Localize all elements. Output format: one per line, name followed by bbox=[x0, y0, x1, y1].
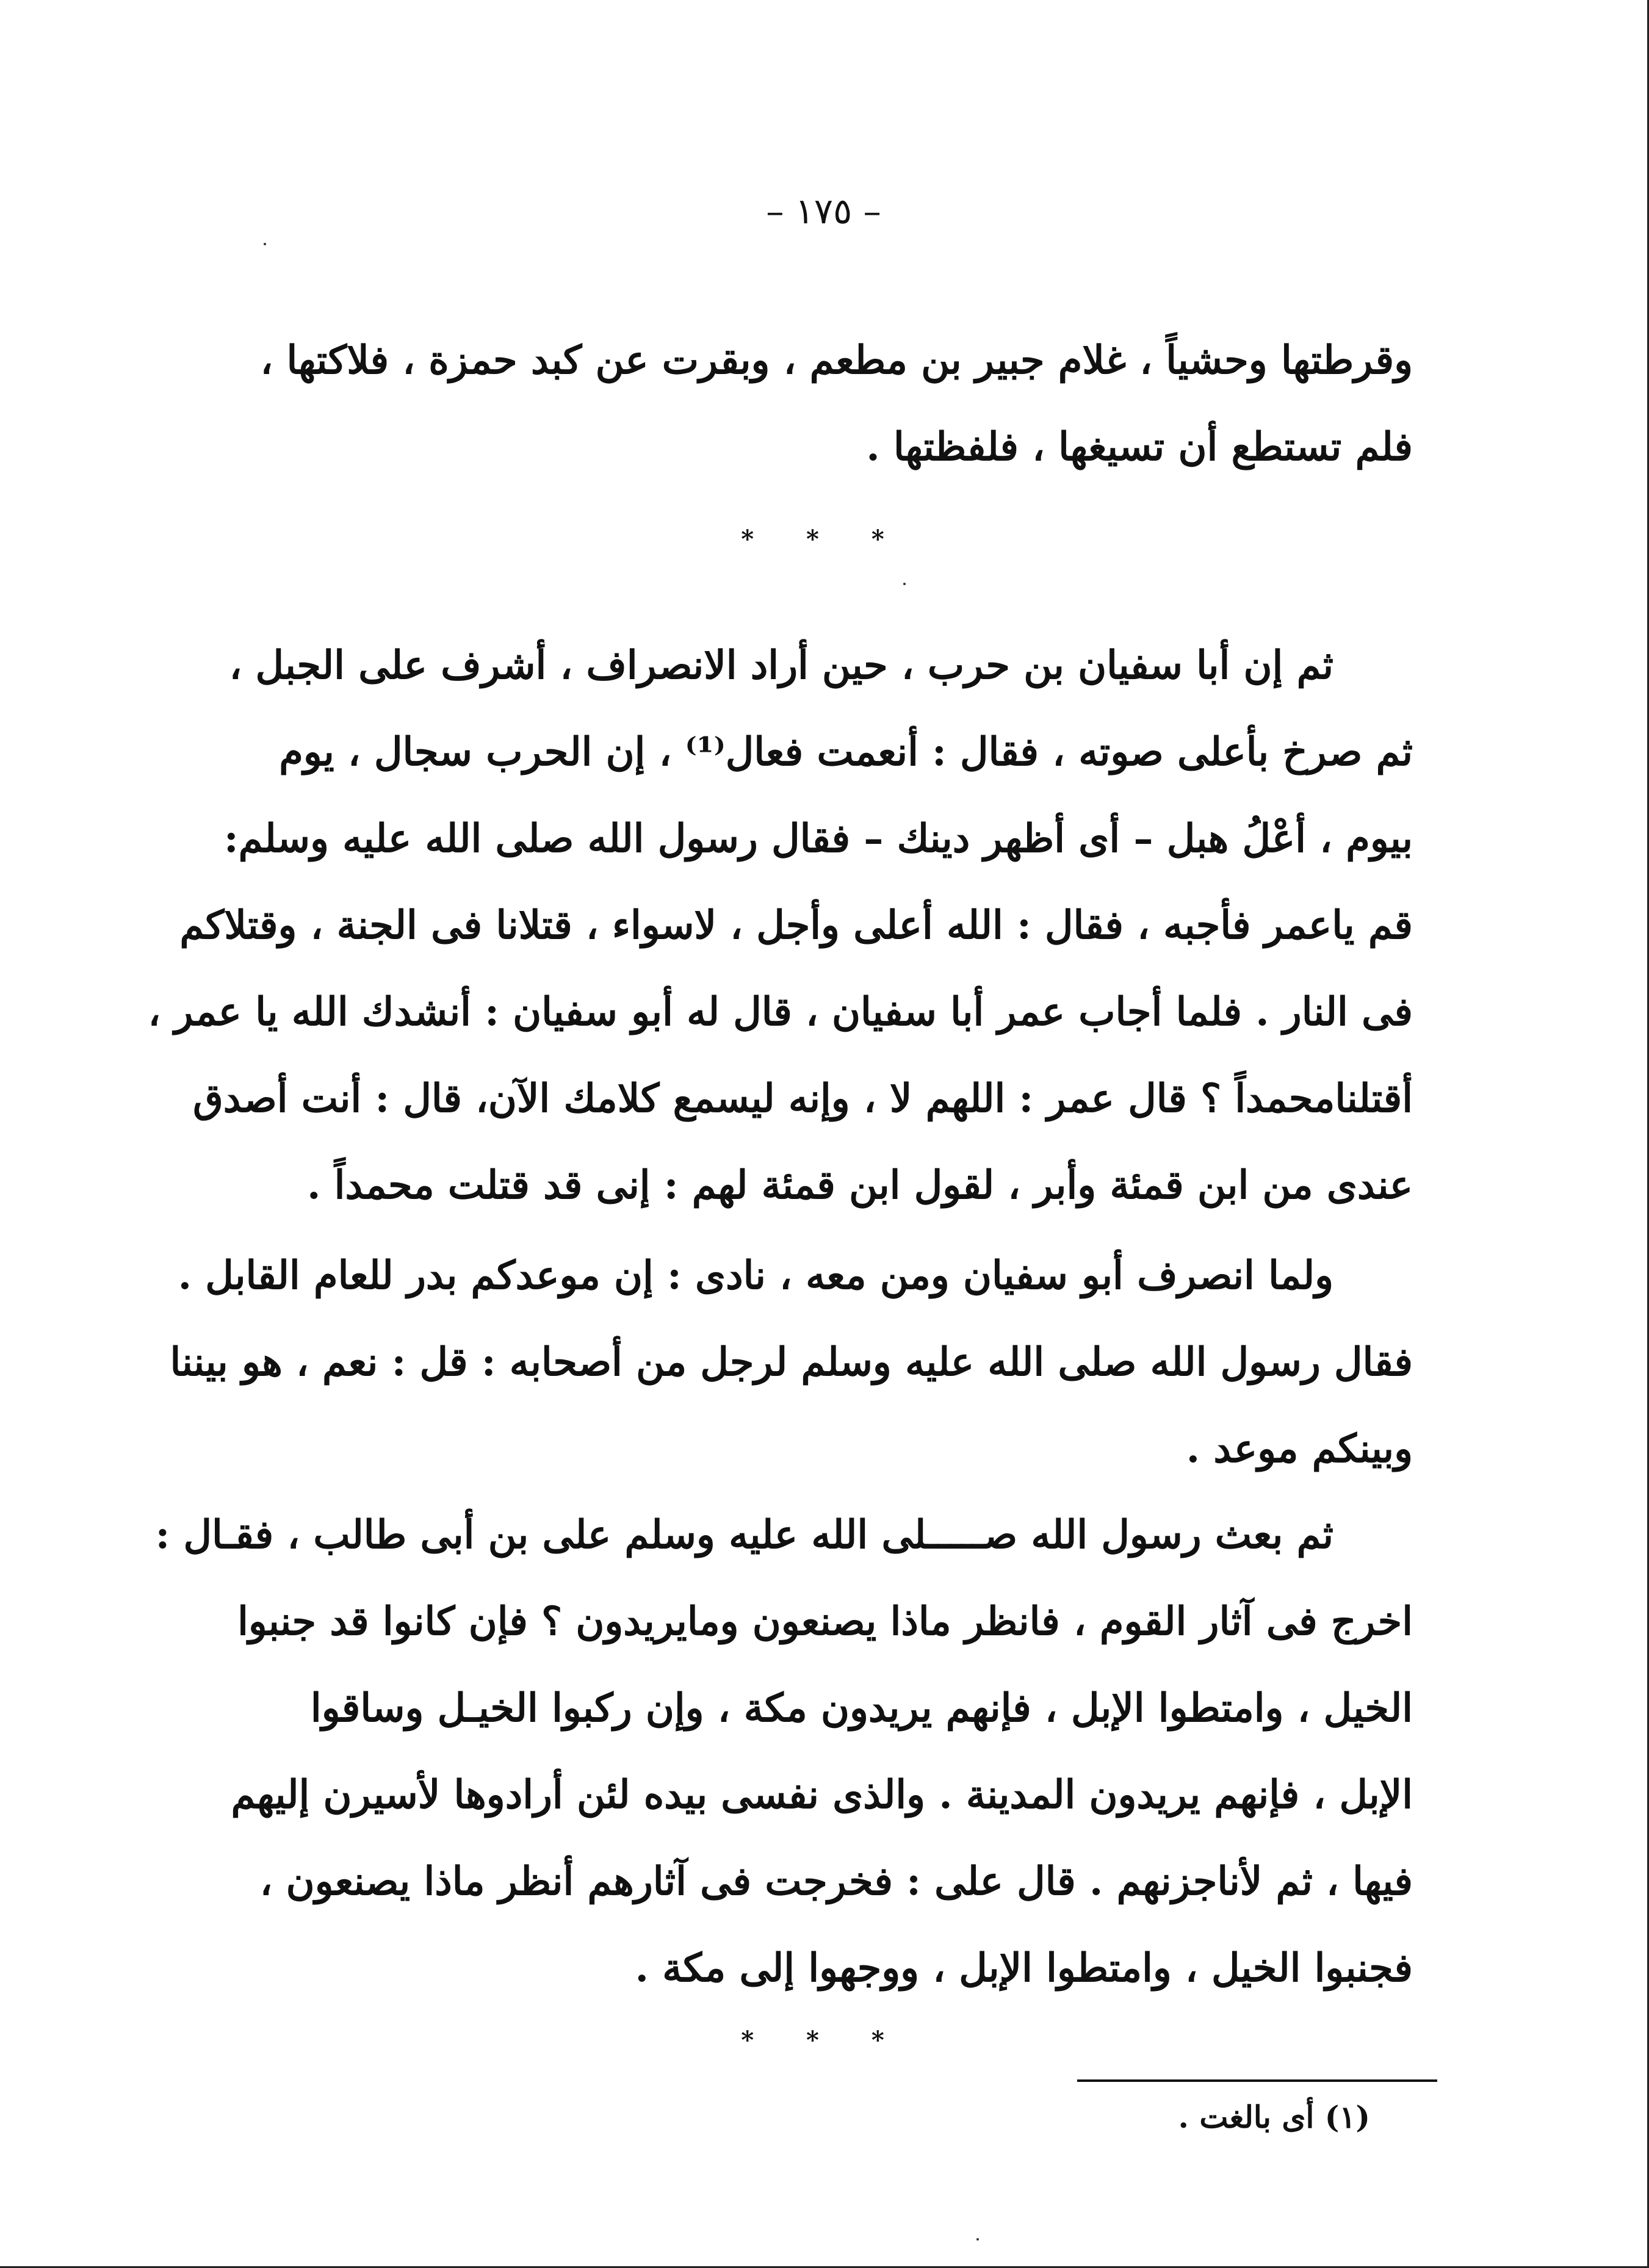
paragraph-line: فى النار . فلما أجاب عمر أبا سفيان ، قال له أبو سفيان : أنشدك الله يا عمر ، bbox=[148, 989, 1413, 1035]
scan-speck bbox=[264, 243, 266, 245]
paragraph-line: بيوم ، أعْلُ هبل – أى أظهر دينك – فقال رسول الله صلى الله عليه وسلم: bbox=[223, 816, 1413, 862]
section-separator: * * * bbox=[741, 2026, 906, 2054]
paragraph-line: الإبل ، فإنهم يريدون المدينة . والذى نفسى بيده لئن أرادوها لأسيرن إليهم bbox=[231, 1772, 1413, 1818]
paragraph-line: وقرطتها وحشياً ، غلام جبير بن مطعم ، وبقرت عن كبد حمزة ، فلاكتها ، bbox=[260, 337, 1413, 383]
paragraph-line: ثم صرخ بأعلى صوته ، فقال : أنعمت فعال⁽¹⁾ ، إن الحرب سجال ، يوم bbox=[279, 729, 1413, 775]
paragraph-4 bbox=[155, 1492, 1413, 2012]
paragraph-line: فقال رسول الله صلى الله عليه وسلم لرجل من أصحابه : قل : نعم ، هو بيننا bbox=[170, 1339, 1413, 1385]
paragraph-line: فلم تستطع أن تسيغها ، فلفظتها . bbox=[866, 424, 1413, 470]
paragraph-3 bbox=[170, 1233, 1413, 1492]
paragraph-line: الخيل ، وامتطوا الإبل ، فإنهم يريدون مكة ، وإن ركبوا الخيـل وساقوا bbox=[310, 1685, 1413, 1731]
scan-speck bbox=[903, 583, 906, 585]
paragraph-line: ولما انصرف أبو سفيان ومن معه ، نادى : إن موعدكم بدر للعام القابل . bbox=[178, 1253, 1333, 1298]
paragraph-1 bbox=[260, 317, 1413, 491]
footnote: (١) أى بالغت . bbox=[1178, 2099, 1370, 2135]
paragraph-line: ثم إن أبا سفيان بن حرب ، حين أراد الانصراف ، أشرف على الجبل ، bbox=[229, 643, 1333, 688]
scan-speck bbox=[976, 2238, 979, 2241]
paragraph-2 bbox=[148, 622, 1413, 1229]
page-number: – ١٧٥ – bbox=[766, 190, 881, 232]
paragraph-line: وبينكم موعد . bbox=[1186, 1426, 1413, 1472]
paragraph-line: اخرج فى آثار القوم ، فانظر ماذا يصنعون ومايريدون ؟ فإن كانوا قد جنبوا bbox=[237, 1599, 1413, 1644]
paragraph-line: ثم بعث رسول الله صـــــلى الله عليه وسلم على بن أبى طالب ، فقـال : bbox=[155, 1512, 1333, 1558]
paragraph-line: عندى من ابن قمئة وأبر ، لقول ابن قمئة لهم : إنى قد قتلت محمداً . bbox=[307, 1162, 1413, 1208]
section-separator: * * * bbox=[741, 525, 906, 553]
paragraph-line: أقتلنامحمداً ؟ قال عمر : اللهم لا ، وإنه ليسمع كلامك الآن، قال : أنت أصدق bbox=[193, 1076, 1413, 1121]
footnote-divider bbox=[1077, 2079, 1437, 2082]
paragraph-line: قم ياعمر فأجبه ، فقال : الله أعلى وأجل ، لاسواء ، قتلانا فى الجنة ، وقتلاكم bbox=[179, 902, 1413, 948]
paragraph-line: فجنبوا الخيل ، وامتطوا الإبل ، ووجهوا إلى مكة . bbox=[635, 1945, 1413, 1991]
paragraph-line: فيها ، ثم لأناجزنهم . قال على : فخرجت فى آثارهم أنظر ماذا يصنعون ، bbox=[259, 1859, 1413, 1904]
